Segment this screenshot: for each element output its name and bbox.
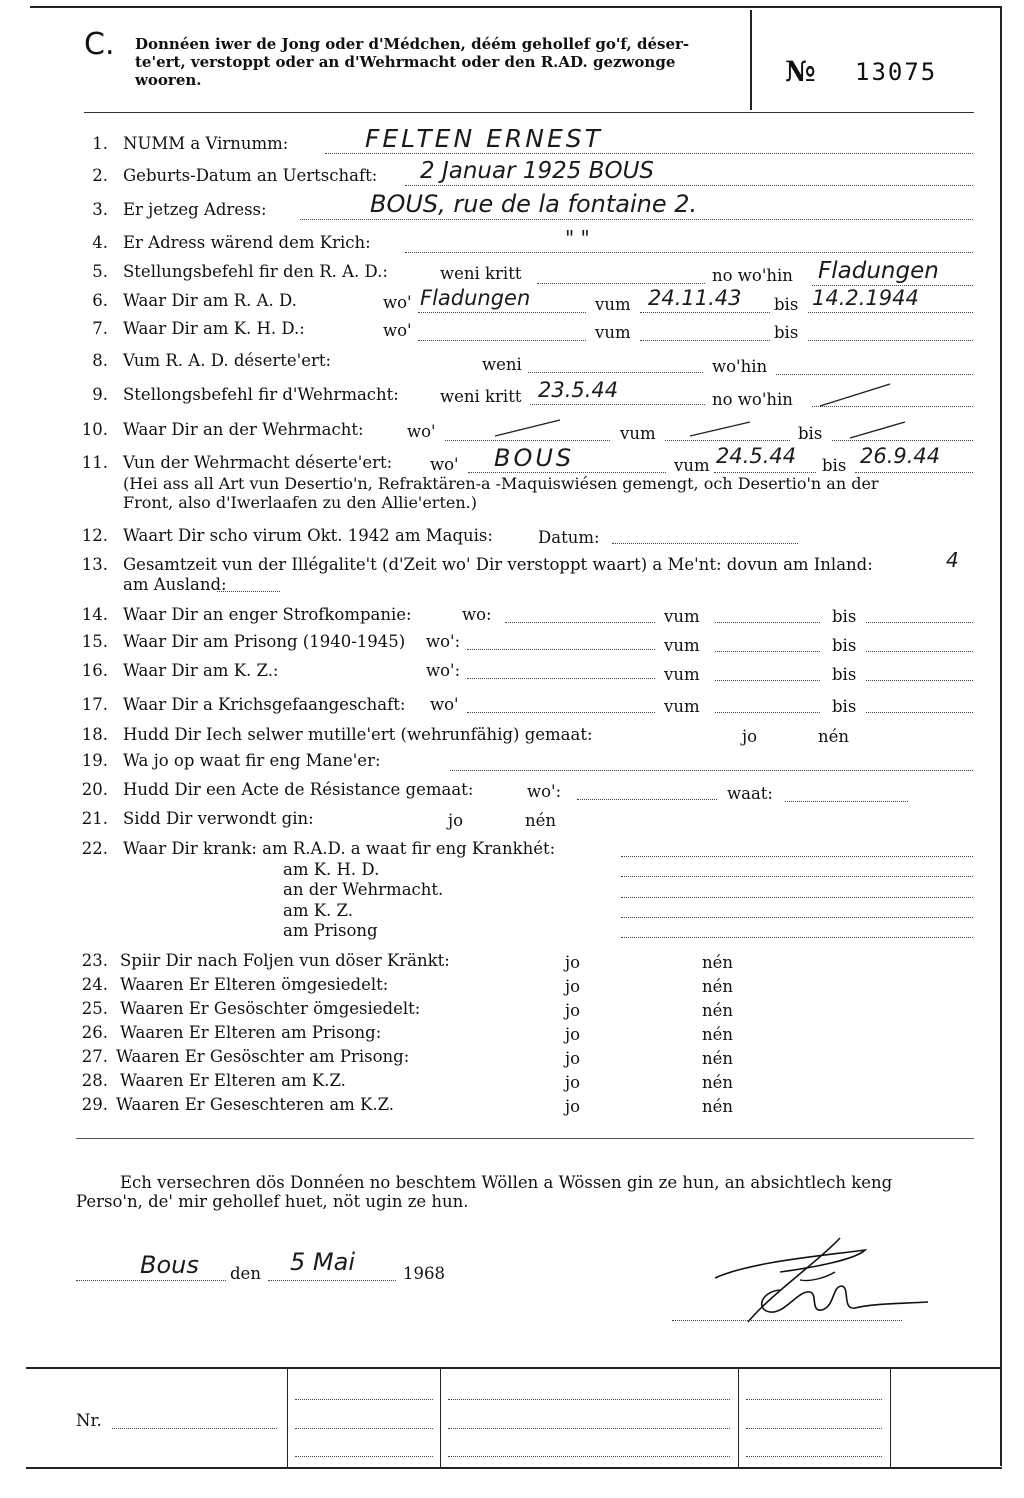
row15-bis: bis (832, 636, 857, 655)
row25-num: 25. (81, 999, 108, 1018)
row1-label: NUMM a Virnumm: (123, 134, 289, 153)
row11-note1: (Hei ass all Art vun Desertio'n, Refraktären-a -Maquiswiésen gemengt, och Desertio'n an der (123, 474, 879, 493)
row7-wo: wo' (383, 321, 412, 340)
row11-vum: vum (674, 456, 710, 475)
footer-cell-c3[interactable] (746, 1456, 882, 1457)
row24-label: Waaren Er Elteren ömgesiedelt: (120, 975, 389, 994)
row4-label: Er Adress wärend dem Krich: (123, 233, 371, 252)
row20-waat-field[interactable] (785, 801, 908, 802)
row22-sub-kz: am K. Z. (283, 901, 353, 920)
row6-vum: vum (595, 295, 631, 314)
row15-vum: vum (664, 636, 700, 655)
row10-wo: wo' (407, 422, 436, 441)
row6-num: 6. (92, 291, 108, 310)
row14-wo-field[interactable] (505, 622, 655, 623)
row15-vum-field[interactable] (715, 651, 820, 652)
row20-wo-field[interactable] (577, 799, 717, 800)
row22-sub-khd: am K. H. D. (283, 860, 380, 879)
row1-value: FELTEN ERNEST (365, 124, 603, 153)
row17-bis: bis (832, 697, 857, 716)
row8-num: 8. (92, 351, 108, 370)
row11-num: 11. (81, 453, 108, 472)
row11-bis: bis (822, 456, 847, 475)
row27-jo-option[interactable]: jo (565, 1049, 581, 1068)
row5-label: Stellungsbefehl fir den R. A. D.: (123, 262, 388, 281)
declaration-line2: Perso'n, de' mir gehollef huet, nöt ugin ze hun. (76, 1192, 469, 1211)
row28-nen-option[interactable]: nén (702, 1073, 734, 1092)
row11-wo-field[interactable] (468, 472, 666, 473)
signature-field[interactable] (672, 1320, 902, 1321)
row24-nen-option[interactable]: nén (702, 977, 734, 996)
signing-place: Bous (140, 1251, 199, 1279)
row3-value: BOUS, rue de la fontaine 2. (370, 190, 698, 218)
row4-value: " " (565, 226, 590, 250)
row16-bis: bis (832, 665, 857, 684)
declaration-line1: Ech versechren dös Donnéen no beschtem Wöllen a Wössen gin ze hun, an absichtlech keng (120, 1173, 893, 1192)
row6-wo: wo' (383, 293, 412, 312)
row25-label: Waaren Er Gesöschter ömgesiedelt: (120, 999, 421, 1018)
row13-ausland-field[interactable] (217, 591, 280, 592)
footer-col1 (287, 1369, 288, 1467)
row7-vum: vum (595, 323, 631, 342)
row22-field-kz[interactable] (621, 917, 973, 918)
footer-col3 (738, 1369, 739, 1467)
row5-nowohin: no wo'hin (712, 266, 793, 285)
footer-rule-bottom (26, 1467, 1002, 1469)
row20-num: 20. (81, 780, 108, 799)
row15-label: Waar Dir am Prisong (1940-1945) (123, 632, 406, 651)
row7-bis: bis (774, 323, 799, 342)
row15-num: 15. (81, 632, 108, 651)
signing-den: den (230, 1264, 261, 1283)
signature (660, 1220, 960, 1330)
row8-wohin: wo'hin (712, 357, 768, 376)
row17-wo: wo' (430, 695, 459, 714)
footer-cell-a3[interactable] (295, 1456, 433, 1457)
footer-cell-b3[interactable] (448, 1456, 730, 1457)
row5-value: Fladungen (818, 258, 939, 284)
row17-vum: vum (664, 697, 700, 716)
row18-label: Hudd Dir Iech selwer mutille'ert (wehrunfähig) gemaat: (123, 725, 593, 744)
row27-num: 27. (81, 1047, 108, 1066)
row18-jo-option[interactable]: jo (742, 727, 758, 746)
row16-wo: wo': (426, 661, 461, 680)
footer-cell-b2[interactable] (448, 1428, 730, 1429)
row20-waat: waat: (727, 784, 773, 803)
row22-field-wehrmacht[interactable] (621, 897, 973, 898)
row23-jo-option[interactable]: jo (565, 953, 581, 972)
row9-weni: weni kritt (440, 387, 522, 406)
signing-place-field[interactable] (76, 1280, 226, 1281)
row25-jo-option[interactable]: jo (565, 1001, 581, 1020)
footer-cell-b1[interactable] (448, 1399, 730, 1400)
row22-num: 22. (81, 839, 108, 858)
footer-nr-label: Nr. (76, 1411, 102, 1430)
row22-sub-prisong: am Prisong (283, 921, 378, 940)
row10-vum: vum (620, 424, 656, 443)
header-title-line2: te'ert, verstoppt oder an d'Wehrmacht oder den R.AD. gezwonge (135, 53, 676, 71)
row20-label: Hudd Dir een Acte de Résistance gemaat: (123, 780, 474, 799)
section-letter: C. (84, 27, 115, 62)
row6-wo-value: Fladungen (420, 286, 531, 310)
row17-wo-field[interactable] (467, 712, 655, 713)
row14-label: Waar Dir an enger Strofkompanie: (123, 605, 412, 624)
signing-date-field[interactable] (268, 1280, 396, 1281)
row7-num: 7. (92, 319, 108, 338)
form-number: 13075 (855, 58, 938, 86)
row21-label: Sidd Dir verwondt gin: (123, 809, 314, 828)
row18-num: 18. (81, 725, 108, 744)
row17-num: 17. (81, 695, 108, 714)
row3-num: 3. (92, 200, 108, 219)
row28-num: 28. (81, 1071, 108, 1090)
row16-bis-field[interactable] (866, 680, 973, 681)
row22-field-prisong[interactable] (621, 937, 973, 938)
row15-wo: wo': (426, 632, 461, 651)
row16-label: Waar Dir am K. Z.: (123, 661, 279, 680)
header-title-line3: wooren. (135, 71, 202, 89)
row9-nowohin: no wo'hin (712, 390, 793, 409)
row23-label: Spiir Dir nach Foljen vun döser Kränkt: (120, 951, 450, 970)
row2-label: Geburts-Datum an Uertschaft: (123, 166, 378, 185)
footer-col2 (440, 1369, 441, 1467)
footer-rule-top (26, 1367, 1002, 1369)
row14-wo: wo: (462, 605, 492, 624)
footer-cell-c2[interactable] (746, 1428, 882, 1429)
row2-num: 2. (92, 166, 108, 185)
row12-num: 12. (81, 526, 108, 545)
row14-bis-field[interactable] (866, 622, 973, 623)
row21-jo-option[interactable]: jo (448, 811, 464, 830)
row26-num: 26. (81, 1023, 108, 1042)
row22-sub-wehrmacht: an der Wehrmacht. (283, 880, 444, 899)
row1-num: 1. (92, 134, 108, 153)
row6-bis: bis (774, 295, 799, 314)
row11-bis-field[interactable] (855, 472, 973, 473)
row22-label: Waar Dir krank: am R.A.D. a waat fir eng Krankhét: (123, 839, 556, 858)
row16-vum-field[interactable] (715, 680, 820, 681)
footer-cell-a2[interactable] (295, 1428, 433, 1429)
row27-nen-option[interactable]: nén (702, 1049, 734, 1068)
row22-field-khd[interactable] (621, 876, 973, 877)
row19-field[interactable] (450, 770, 973, 771)
row13-num: 13. (81, 555, 108, 574)
footer-col4 (890, 1369, 891, 1467)
row23-num: 23. (81, 951, 108, 970)
row9-num: 9. (92, 385, 108, 404)
row11-bis-value: 26.9.44 (860, 444, 941, 468)
row16-vum: vum (664, 665, 700, 684)
row22-field-rad[interactable] (621, 856, 973, 857)
row12-datum-field[interactable] (612, 543, 798, 544)
row6-label: Waar Dir am R. A. D. (123, 291, 297, 310)
row10-label: Waar Dir an der Wehrmacht: (123, 420, 364, 439)
row13-label: Gesamtzeit vun der Illégalite't (d'Zeit wo' Dir verstoppt waart) a Me'nt: dovun am Inland: (123, 555, 873, 574)
row29-nen-option[interactable]: nén (702, 1097, 734, 1116)
row21-num: 21. (81, 809, 108, 828)
row29-num: 29. (81, 1095, 108, 1114)
row24-num: 24. (81, 975, 108, 994)
row21-nen-option[interactable]: nén (525, 811, 557, 830)
row11-vum-value: 24.5.44 (716, 444, 797, 468)
row7-label: Waar Dir am K. H. D.: (123, 319, 305, 338)
row18-nen-option[interactable]: nén (818, 727, 850, 746)
footer-cell-c1[interactable] (746, 1399, 882, 1400)
row11-wo: wo' (430, 455, 459, 474)
row15-bis-field[interactable] (866, 651, 973, 652)
row4-num: 4. (92, 233, 108, 252)
row9-label: Stellongsbefehl fir d'Wehrmacht: (123, 385, 399, 404)
row14-bis: bis (832, 607, 857, 626)
row6-bis-value: 14.2.1944 (812, 286, 919, 310)
row11-note2: Front, also d'Iwerlaafen zu den Allie'erten.) (123, 493, 477, 512)
row13-value: 4 (946, 548, 959, 572)
row29-jo-option[interactable]: jo (565, 1097, 581, 1116)
row10-num: 10. (81, 420, 108, 439)
footer-nr-field[interactable] (112, 1428, 277, 1429)
row12-label: Waart Dir scho virum Okt. 1942 am Maquis: (123, 526, 493, 545)
row23-nen-option[interactable]: nén (702, 953, 734, 972)
row14-num: 14. (81, 605, 108, 624)
row24-jo-option[interactable]: jo (565, 977, 581, 996)
row26-jo-option[interactable]: jo (565, 1025, 581, 1044)
row27-label: Waaren Er Gesöschter am Prisong: (116, 1047, 410, 1066)
footer-cell-a1[interactable] (295, 1399, 433, 1400)
row8-weni: weni (482, 355, 522, 374)
row19-label: Wa jo op waat fir eng Mane'er: (123, 751, 381, 770)
signing-date: 5 Mai (290, 1248, 355, 1276)
row17-vum-field[interactable] (715, 712, 820, 713)
row14-vum: vum (664, 607, 700, 626)
row28-label: Waaren Er Elteren am K.Z. (120, 1071, 346, 1090)
row17-bis-field[interactable] (866, 712, 973, 713)
row29-label: Waaren Er Geseschteren am K.Z. (116, 1095, 395, 1114)
row25-nen-option[interactable]: nén (702, 1001, 734, 1020)
row3-label: Er jetzeg Adress: (123, 200, 267, 219)
row26-nen-option[interactable]: nén (702, 1025, 734, 1044)
row28-jo-option[interactable]: jo (565, 1073, 581, 1092)
row16-wo-field[interactable] (467, 678, 655, 679)
row5-num: 5. (92, 262, 108, 281)
number-symbol: № (785, 55, 816, 88)
row9-weni-value: 23.5.44 (538, 378, 619, 402)
row11-wo-value: BOUS (494, 444, 575, 472)
row14-vum-field[interactable] (715, 622, 820, 623)
signing-year: 1968 (403, 1264, 445, 1283)
row26-label: Waaren Er Elteren am Prisong: (120, 1023, 382, 1042)
row15-wo-field[interactable] (467, 649, 655, 650)
row10-bis: bis (798, 424, 823, 443)
row17-label: Waar Dir a Krichsgefaangeschaft: (123, 695, 406, 714)
row11-label: Vun der Wehrmacht déserte'ert: (123, 453, 393, 472)
declaration-divider (76, 1138, 974, 1139)
header-title-line1: Donnéen iwer de Jong oder d'Médchen, déém gehollef go'f, déser- (135, 35, 690, 53)
row13-label2: am Ausland: (123, 575, 227, 594)
row20-wo: wo': (527, 782, 562, 801)
row8-label: Vum R. A. D. déserte'ert: (123, 351, 332, 370)
row2-value: 2 Januar 1925 BOUS (420, 158, 654, 184)
row19-num: 19. (81, 751, 108, 770)
row5-weni: weni kritt (440, 264, 522, 283)
row6-vum-value: 24.11.43 (648, 286, 742, 310)
row12-datum: Datum: (538, 528, 600, 547)
row11-vum-field[interactable] (714, 472, 816, 473)
row16-num: 16. (81, 661, 108, 680)
